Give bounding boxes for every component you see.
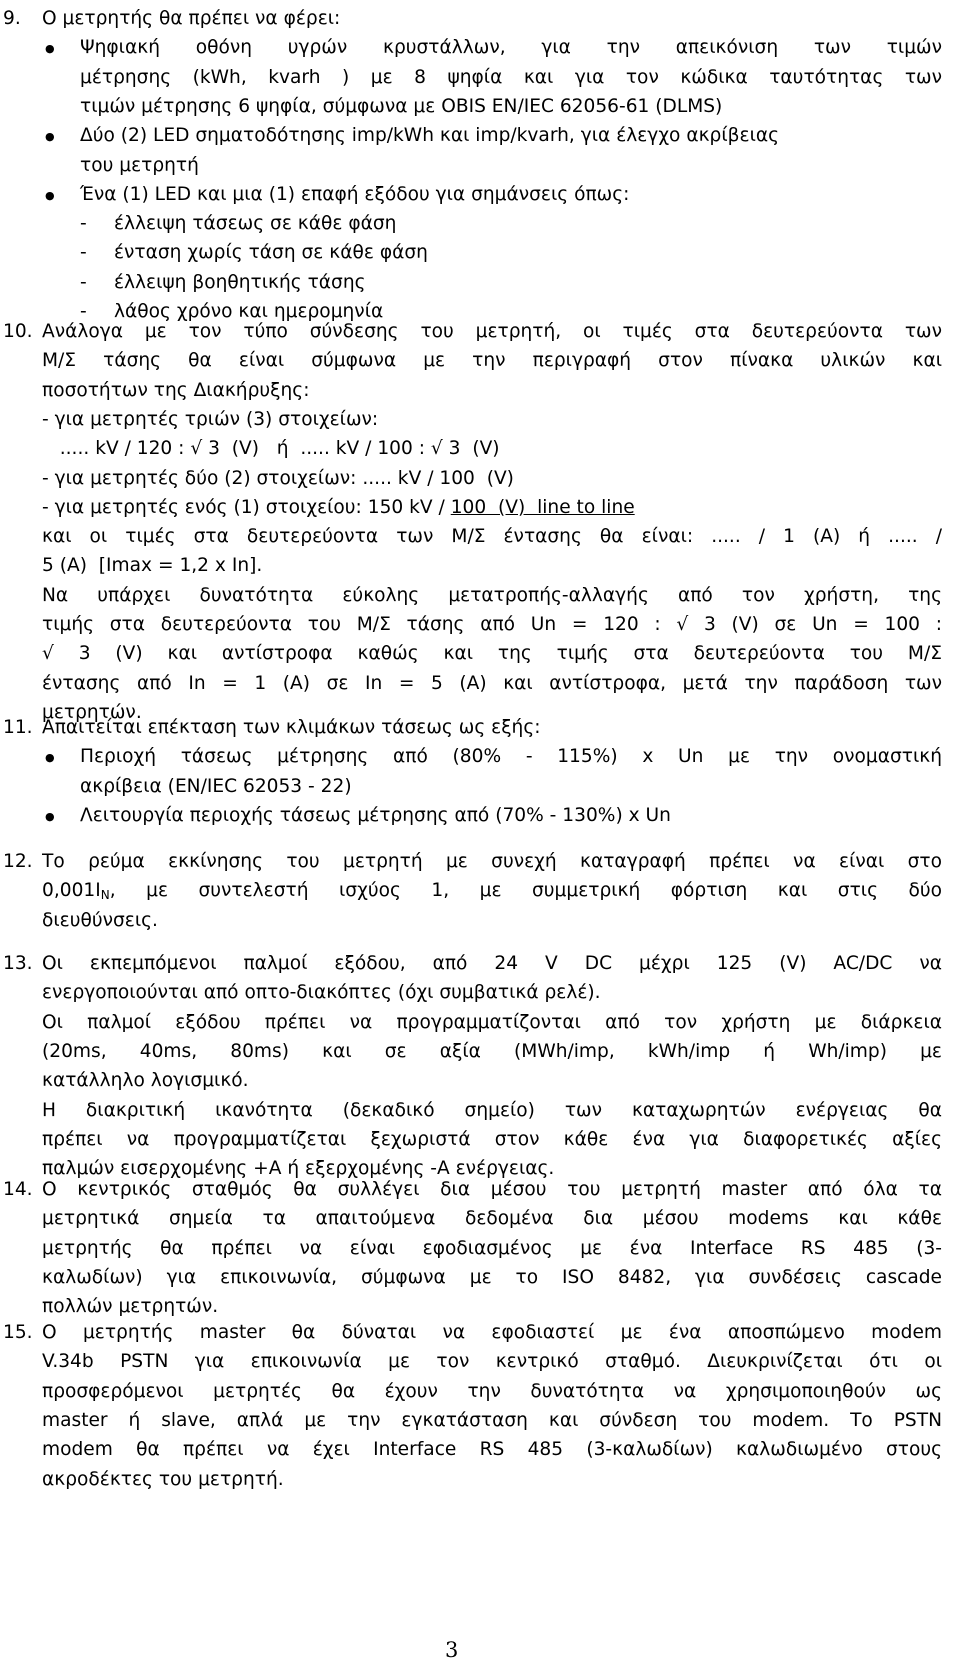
paragraph-line: master ή slave, απλά με την εγκατάσταση και σύνδεση του modem. Το PSTN [42,1409,942,1431]
paragraph-line: ..... kV / 120 : √ 3 (V) ή ..... kV / 100 : √ 3 (V) [42,438,500,460]
paragraph-line: Οι παλμοί εξόδου πρέπει να προγραμματίζονται από τον χρήστη με διάρκεια [42,1011,942,1033]
paragraph-line: Το ρεύμα εκκίνησης του μετρητή με συνεχή καταγραφή πρέπει να είναι στο [42,851,942,872]
subscript: N [100,888,110,903]
paragraph-line: ακρίβεια (EN/IEC 62053 - 22) [80,775,352,797]
bullet-icon: ● [45,751,55,765]
dash-marker: - [80,301,87,322]
paragraph-line: μέτρησης (kWh, kvarh ) με 8 ψηφία και για τον κώδικα ταυτότητας των [80,66,942,88]
line-text-part: 0,001I [42,880,101,902]
paragraph-line: Μ/Σ τάσης θα είναι σύμφωνα με την περιγραφή στον πίνακα υλικών και [42,350,942,372]
paragraph-line: Ο μετρητής master θα δύναται να εφοδιαστεί με ένα αποσπώμενο modem [42,1322,942,1343]
paragraph-line: ακροδέκτες του μετρητή. [42,1468,284,1490]
paragraph-line: Ανάλογα με τον τύπο σύνδεσης του μετρητή, οι τιμές στα δευτερεύοντα των [42,321,942,342]
paragraph-line: Να υπάρχει δυνατότητα εύκολης μετατροπής-αλλαγής από τον χρήστη, της [42,584,942,606]
paragraph-line: μετρητών. [42,701,142,723]
paragraph-line: 5 (A) [Imax = 1,2 x In]. [42,555,263,577]
paragraph-line [42,877,942,905]
paragraph-line: Ένα (1) LED και μια (1) επαφή εξόδου για σημάνσεις όπως: [80,183,630,205]
paragraph-line: παλμών εισερχομένης +A ή εξερχομένης -A ενέργειας. [42,1158,555,1180]
dash-marker: - [80,213,87,235]
paragraph-line: του μετρητή [80,154,199,176]
paragraph-line: πολλών μετρητών. [42,1296,219,1318]
item-number: 10. [3,321,33,342]
paragraph-line: Δύο (2) LED σηματοδότησης imp/kWh και imp/kvarh, για έλεγχο ακρίβειας [80,125,780,147]
line-text-part: - για μετρητές ενός (1) στοιχείου: 150 kV / [42,496,451,518]
paragraph-line: έντασης από In = 1 (A) σε In = 5 (A) και αντίστροφα, μετά την παράδοση των [42,672,942,694]
paragraph-line: (20ms, 40ms, 80ms) και σε αξία (MWh/imp, kWh/imp ή Wh/imp) με [42,1040,942,1062]
paragraph-line: έλλειψη τάσεως σε κάθε φάση [114,213,397,235]
item-number: 13. [3,953,33,974]
paragraph-line: √ 3 (V) και αντίστροφα καθώς και της τιμής στα δευτερεύοντα του Μ/Σ [42,643,942,665]
paragraph-line: Λειτουργία περιοχής τάσεως μέτρησης από (70% - 130%) x Un [80,804,671,826]
paragraph-line: Ψηφιακή οθόνη υγρών κρυστάλλων, για την απεικόνιση των τιμών [80,37,942,59]
underlined-text: 100 (V) line to line [450,496,635,518]
paragraph-line: Απαιτείται επέκταση των κλιμάκων τάσεως ως εξής: [42,717,541,738]
paragraph-line: προσφερόμενοι μετρητές θα έχουν την δυνατότητα να χρησιμοποιηθούν ως [42,1380,942,1402]
paragraph-line: μετρητικά σημεία τα απαιτούμενα δεδομένα δια μέσου modems και κάθε [42,1208,942,1230]
paragraph-line: V.34b PSTN για επικοινωνία με τον κεντρικό σταθμό. Διευκρινίζεται ότι οι [42,1351,942,1373]
bullet-icon: ● [45,809,55,823]
paragraph-line: και οι τιμές στα δευτερεύοντα των Μ/Σ έντασης θα είναι: ..... / 1 (A) ή ..... / [42,526,942,548]
bullet-icon: ● [45,188,55,202]
paragraph-line [42,494,635,522]
dash-marker: - [80,242,87,264]
page-number: 3 [445,1638,459,1662]
item-number: 12. [3,851,33,872]
paragraph-line: έλλειψη βοηθητικής τάσης [114,271,366,293]
item-number: 9. [3,8,21,29]
paragraph-line: καλωδίων) για επικοινωνία, σύμφωνα με το ISO 8482, για συνδέσεις cascade [42,1266,942,1288]
item-number: 11. [3,717,33,738]
paragraph-line: διευθύνσεις. [42,909,158,931]
paragraph-line: Ο κεντρικός σταθμός θα συλλέγει δια μέσου του μετρητή master από όλα τα [42,1179,942,1200]
line-text-part: , με συντελεστή ισχύος 1, με συμμετρική φόρτιση και στις δύο [109,880,942,902]
paragraph-line: modem θα πρέπει να έχει Interface RS 485 (3-καλωδίων) καλωδιωμένο στους [42,1439,942,1461]
paragraph-line: ποσοτήτων της Διακήρυξης: [42,379,310,401]
paragraph-line: κατάλληλο λογισμικό. [42,1070,249,1092]
paragraph-line: Οι εκπεμπόμενοι παλμοί εξόδου, από 24 V DC μέχρι 125 (V) AC/DC να [42,953,942,974]
paragraph-line: - για μετρητές δύο (2) στοιχείων: ..... kV / 100 (V) [42,467,514,489]
paragraph-line: μετρητής θα πρέπει να είναι εφοδιασμένος με ένα Interface RS 485 (3- [42,1237,942,1259]
paragraph-line: ενεργοποιούνται από οπτο-διακόπτες (όχι συμβατικά ρελέ). [42,982,601,1004]
paragraph-line: πρέπει να προγραμματίζεται ξεχωριστά στον κάθε ένα για διαφορετικές αξίες [42,1128,942,1150]
paragraph-line: τιμής στα δευτερεύοντα του Μ/Σ τάσης από Un = 120 : √ 3 (V) σε Un = 100 : [42,614,942,635]
paragraph-line: Περιοχή τάσεως μέτρησης από (80% - 115%) x Un με την ονομαστική [80,746,942,768]
paragraph-line: ένταση χωρίς τάση σε κάθε φάση [114,242,428,264]
paragraph-line: - για μετρητές τριών (3) στοιχείων: [42,408,379,430]
bullet-icon: ● [45,42,55,56]
bullet-icon: ● [45,130,55,144]
dash-marker: - [80,271,87,293]
paragraph-line: τιμών μέτρησης 6 ψηφία, σύμφωνα με OBIS EN/IEC 62056-61 (DLMS) [80,95,723,117]
paragraph-line: Η διακριτική ικανότητα (δεκαδικό σημείο) των καταχωρητών ενέργειας θα [42,1099,942,1121]
paragraph-line: λάθος χρόνο και ημερομηνία [114,301,384,322]
paragraph-line: Ο μετρητής θα πρέπει να φέρει: [42,8,341,29]
item-number: 14. [3,1179,33,1200]
item-number: 15. [3,1322,33,1343]
